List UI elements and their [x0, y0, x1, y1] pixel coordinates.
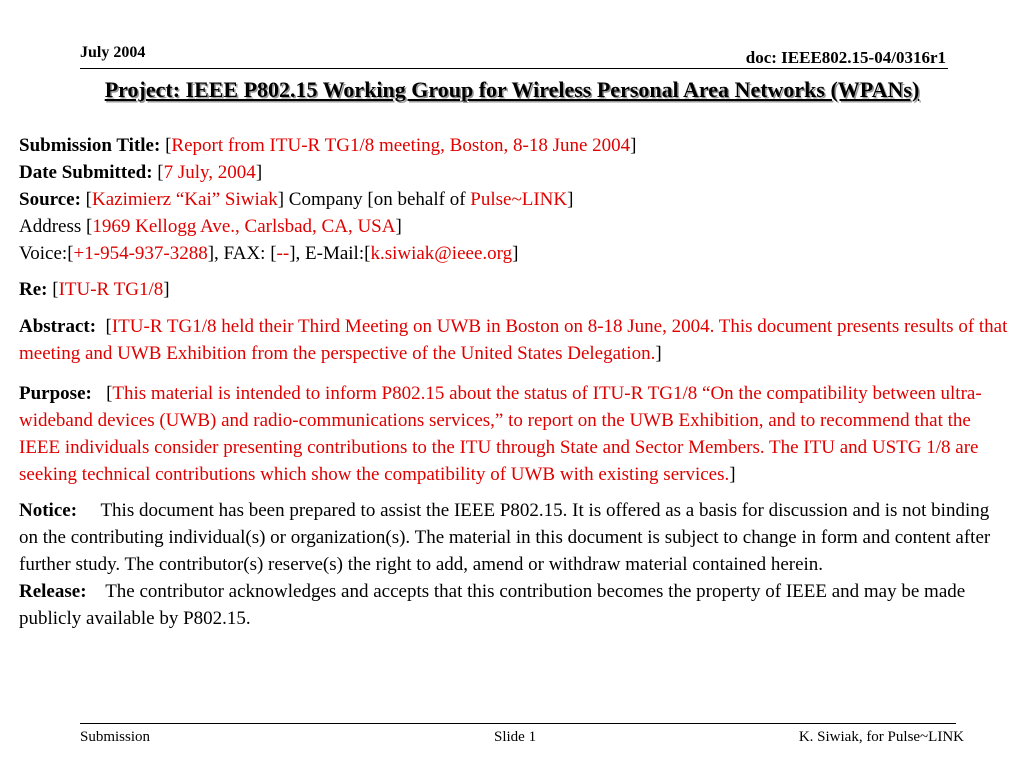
contact-line: Voice:[+1-954-937-3288], FAX: [--], E-Mail:[k.siwiak@ieee.org] — [19, 243, 519, 264]
voice-value: +1-954-937-3288 — [73, 243, 208, 264]
date-submitted-label: Date Submitted: — [19, 162, 153, 183]
notice-paragraph — [19, 497, 1009, 578]
source-label: Source: — [19, 189, 81, 210]
header-doc-id: doc: IEEE802.15-04/0316r1 — [745, 48, 946, 67]
notice-label: Notice: — [19, 500, 78, 521]
source-name: Kazimierz “Kai” Siwiak — [92, 189, 278, 210]
footer-slide-number: Slide 1 — [494, 729, 537, 745]
source-company-text: Company [on behalf of — [288, 189, 471, 210]
purpose-label: Purpose: — [19, 383, 92, 404]
re-line: Re: [ITU-R TG1/8] — [19, 279, 170, 300]
notice-value: This document has been prepared to assist the IEEE P802.15. It is offered as a basis for discussion and is not binding on the contributing individual(s) or organization(s). The material in this document is subject to change in form and content after further study. The contributor(s) reserve(s) the right to add, amend or withdraw material contained herein. — [19, 500, 991, 575]
address-line: Address [1969 Kellogg Ave., Carlsbad, CA, USA] — [19, 216, 402, 237]
re-label: Re: — [19, 279, 48, 300]
fax-value: -- — [276, 243, 290, 264]
email-label: ], E-Mail:[ — [289, 243, 371, 264]
purpose-value: This material is intended to inform P802.15 about the status of ITU-R TG1/8 “On the compatibility between ultra-wideband devices (UWB) and radio-communications services,” to report on the UWB Exhibition, and to recommend that the IEEE individuals consider presenting contributions to the ITU through State and Sector Members. The ITU and USTG 1/8 are seeking technical contributions which show the compatibility of UWB with existing services. — [19, 383, 982, 485]
abstract-paragraph: Abstract: [ITU-R TG1/8 held their Third Meeting on UWB in Boston on 8-18 June, 2004. This document presents results of that meeting and UWB Exhibition from the perspective of the United States Delegation.] — [19, 316, 1008, 364]
address-label: Address [ — [19, 216, 93, 237]
submission-title-label: Submission Title: — [19, 135, 161, 156]
date-submitted-value: 7 July, 2004 — [163, 162, 256, 183]
source-company: Pulse~LINK — [470, 189, 568, 210]
email-value: k.siwiak@ieee.org — [370, 243, 513, 264]
submission-title-line: Submission Title: [Report from ITU-R TG1/8 meeting, Boston, 8-18 June 2004] — [19, 135, 637, 156]
address-value: 1969 Kellogg Ave., Carlsbad, CA, USA — [92, 216, 396, 237]
fax-label: ], FAX: [ — [207, 243, 277, 264]
voice-label: Voice:[ — [19, 243, 74, 264]
source-line: Source: [Kazimierz “Kai” Siwiak] Company [on behalf of Pulse~LINK] — [19, 189, 574, 210]
footer-divider — [80, 723, 956, 724]
header-date: July 2004 — [80, 44, 146, 61]
submission-title-value: Report from ITU-R TG1/8 meeting, Boston, 8-18 June 2004 — [171, 135, 631, 156]
slide-content — [19, 132, 1009, 632]
release-paragraph — [19, 578, 1009, 632]
release-label: Release: — [19, 581, 87, 602]
abstract-label: Abstract: — [19, 316, 97, 337]
date-submitted-line: Date Submitted: [7 July, 2004] — [19, 162, 263, 183]
footer-author: K. Siwiak, for Pulse~LINK — [798, 729, 964, 745]
release-value: The contributor acknowledges and accepts that this contribution becomes the property of IEEE and may be made publicly available by P802.15. — [19, 581, 966, 629]
abstract-value: ITU-R TG1/8 held their Third Meeting on UWB in Boston on 8-18 June, 2004. This document presents results of that meeting and UWB Exhibition from the perspective of the United States Delegation. — [19, 316, 1008, 364]
project-title: Project: IEEE P802.15 Working Group for Wireless Personal Area Networks (WPANs) — [104, 77, 920, 102]
footer-left: Submission — [80, 729, 151, 745]
header-divider — [80, 68, 948, 69]
re-value: ITU-R TG1/8 — [58, 279, 164, 300]
purpose-paragraph: Purpose: [This material is intended to inform P802.15 about the status of ITU-R TG1/8 “On the compatibility between ultra-wideband devices (UWB) and radio-communications services,” to report on the UWB Exhibition, and to recommend that the IEEE individuals consider presenting contributions to the ITU through State and Sector Members. The ITU and USTG 1/8 are seeking technical contributions which show the compatibility of UWB with existing services.] — [19, 383, 982, 485]
